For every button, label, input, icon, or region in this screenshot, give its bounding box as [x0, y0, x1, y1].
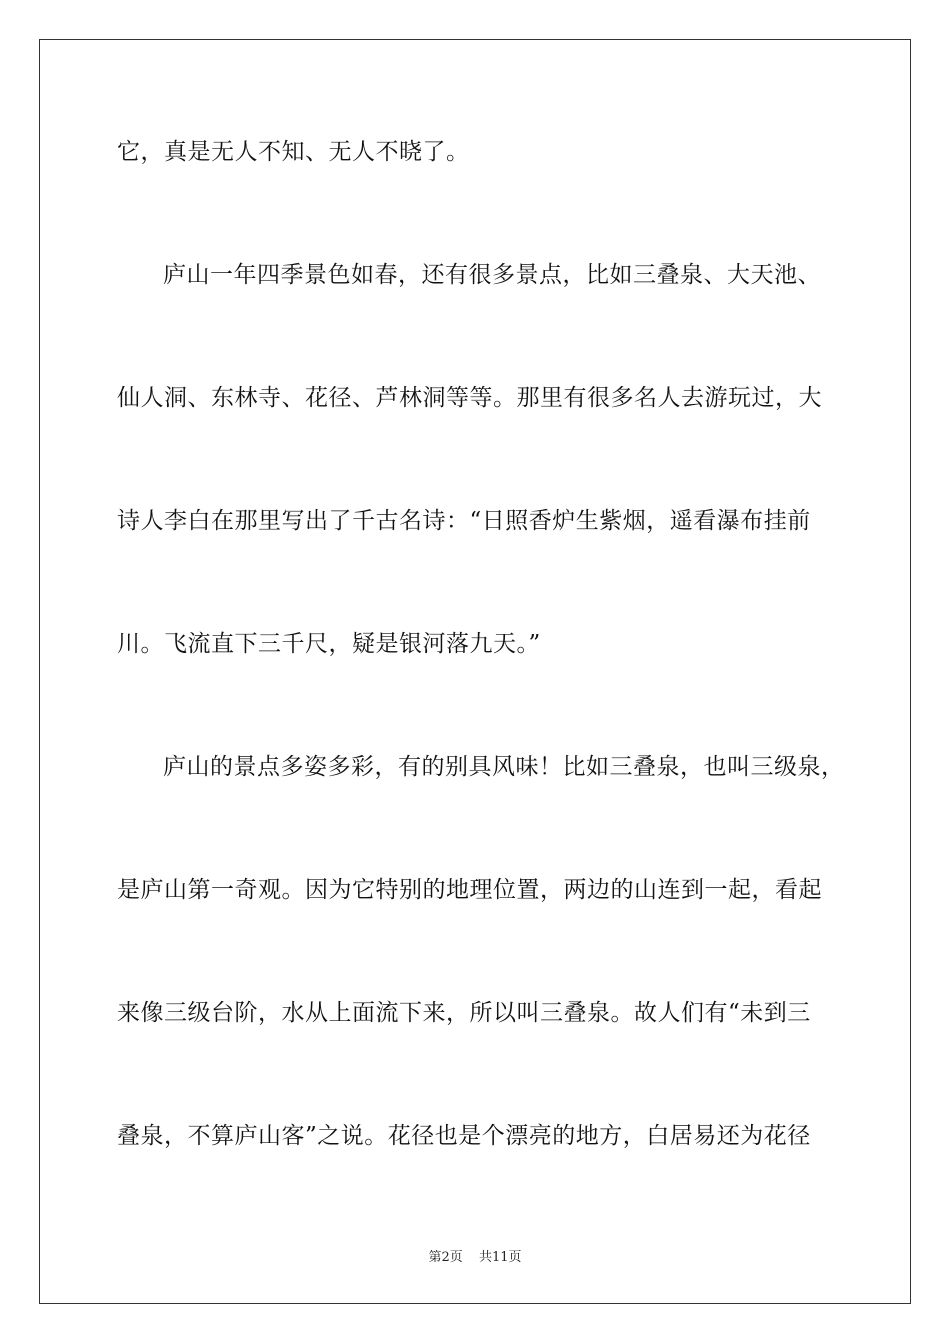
- paragraph-line: 叠泉，不算庐山客”之说。花径也是个漂亮的地方，白居易还为花径: [117, 1123, 811, 1149]
- paragraph-line: 诗人李白在那里写出了千古名诗：“日照香炉生紫烟，遥看瀑布挂前: [117, 508, 811, 534]
- page-footer: [0, 1249, 950, 1267]
- paragraph-line: 庐山一年四季景色如春，还有很多景点，比如三叠泉、大天池、: [163, 262, 821, 288]
- paragraph-line: 川。飞流直下三千尺，疑是银河落九天。”: [117, 631, 541, 657]
- page-border: [39, 39, 911, 1304]
- paragraph-line: 庐山的景点多姿多彩，有的别具风味！比如三叠泉，也叫三级泉，: [163, 754, 845, 780]
- paragraph-line: 它，真是无人不知、无人不晓了。: [117, 139, 470, 165]
- total-pages: 共11页: [478, 1250, 522, 1265]
- page-number: 第2页: [428, 1250, 463, 1265]
- paragraph-line: 仙人洞、东林寺、花径、芦林洞等等。那里有很多名人去游玩过，大: [117, 385, 822, 411]
- paragraph-line: 是庐山第一奇观。因为它特别的地理位置，两边的山连到一起，看起: [117, 877, 822, 903]
- paragraph-line: 来像三级台阶，水从上面流下来，所以叫三叠泉。故人们有“未到三: [117, 1000, 811, 1026]
